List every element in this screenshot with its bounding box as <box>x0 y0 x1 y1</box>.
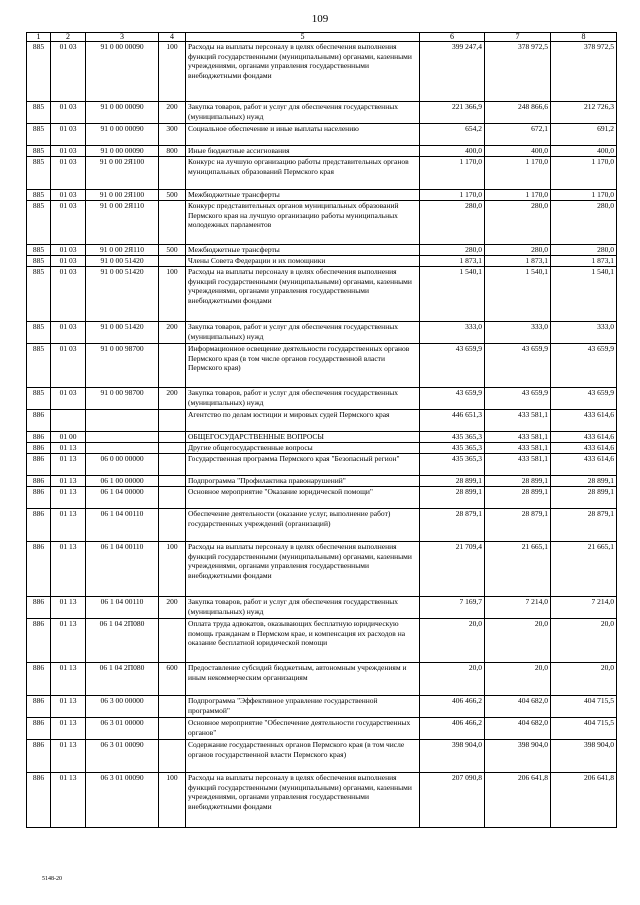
cell-target-code <box>86 443 159 454</box>
cell-expense-type: 200 <box>159 388 186 410</box>
cell-expense-type <box>159 454 186 476</box>
cell-amount-3: 691,2 <box>551 124 617 146</box>
cell-section-code: 01 13 <box>51 487 86 509</box>
cell-amount-2: 1 873,1 <box>485 256 551 267</box>
cell-amount-3: 1 873,1 <box>551 256 617 267</box>
cell-amount-3: 28 879,1 <box>551 509 617 542</box>
cell-amount-1: 207 090,8 <box>420 773 485 828</box>
cell-amount-2: 28 879,1 <box>485 509 551 542</box>
cell-amount-3: 28 899,1 <box>551 487 617 509</box>
cell-section-code: 01 13 <box>51 509 86 542</box>
cell-section-code: 01 13 <box>51 597 86 619</box>
cell-amount-1: 399 247,4 <box>420 42 485 102</box>
cell-amount-2: 404 682,0 <box>485 696 551 718</box>
cell-expense-type <box>159 509 186 542</box>
cell-ministry-code: 886 <box>27 454 51 476</box>
cell-amount-1: 1 540,1 <box>420 267 485 322</box>
cell-target-code: 06 0 00 00000 <box>86 454 159 476</box>
cell-section-code: 01 13 <box>51 476 86 487</box>
cell-target-code: 06 1 04 00110 <box>86 542 159 597</box>
footer-code: 5148-20 <box>42 876 62 882</box>
cell-target-code: 06 1 00 00000 <box>86 476 159 487</box>
cell-section-code <box>51 410 86 432</box>
cell-ministry-code: 885 <box>27 201 51 245</box>
cell-ministry-code: 885 <box>27 245 51 256</box>
cell-target-code: 06 1 04 2П080 <box>86 619 159 663</box>
cell-ministry-code: 886 <box>27 410 51 432</box>
cell-section-code: 01 03 <box>51 42 86 102</box>
cell-section-code: 01 03 <box>51 388 86 410</box>
cell-description: Обеспечение деятельности (оказание услуг, выполнение работ) государственных учреждений (организаций) <box>186 509 420 542</box>
cell-target-code: 06 3 01 00090 <box>86 740 159 773</box>
cell-section-code: 01 13 <box>51 443 86 454</box>
cell-ministry-code: 886 <box>27 718 51 740</box>
cell-target-code: 91 0 00 98700 <box>86 388 159 410</box>
cell-amount-2: 398 904,0 <box>485 740 551 773</box>
cell-target-code <box>86 410 159 432</box>
table-row <box>27 454 617 476</box>
table-row <box>27 322 617 344</box>
cell-amount-1: 406 466,2 <box>420 718 485 740</box>
cell-target-code: 06 1 04 00000 <box>86 487 159 509</box>
cell-section-code: 01 03 <box>51 201 86 245</box>
cell-ministry-code: 885 <box>27 190 51 201</box>
cell-amount-1: 43 659,9 <box>420 388 485 410</box>
cell-amount-1: 20,0 <box>420 619 485 663</box>
cell-amount-2: 1 170,0 <box>485 157 551 190</box>
cell-expense-type: 200 <box>159 597 186 619</box>
cell-amount-1: 435 365,3 <box>420 454 485 476</box>
cell-expense-type: 800 <box>159 146 186 157</box>
table-row <box>27 663 617 696</box>
cell-target-code: 91 0 00 00090 <box>86 124 159 146</box>
cell-expense-type <box>159 487 186 509</box>
cell-amount-1: 435 365,3 <box>420 443 485 454</box>
cell-description: Расходы на выплаты персоналу в целях обеспечения выполнения функций государственными (муниципальными) органами, казенными учреждениями, органами управления государственными внебюджетными фондами <box>186 42 420 102</box>
cell-target-code <box>86 432 159 443</box>
cell-ministry-code: 886 <box>27 773 51 828</box>
cell-amount-2: 206 641,8 <box>485 773 551 828</box>
cell-ministry-code: 886 <box>27 476 51 487</box>
cell-ministry-code: 886 <box>27 696 51 718</box>
cell-expense-type <box>159 256 186 267</box>
cell-target-code: 91 0 00 51420 <box>86 322 159 344</box>
cell-ministry-code: 886 <box>27 509 51 542</box>
cell-description: Межбюджетные трансферты <box>186 245 420 256</box>
cell-amount-2: 433 581,1 <box>485 454 551 476</box>
cell-amount-3: 333,0 <box>551 322 617 344</box>
cell-target-code: 06 3 00 00000 <box>86 696 159 718</box>
table-row <box>27 201 617 245</box>
cell-ministry-code: 885 <box>27 344 51 388</box>
column-header: 5 <box>186 33 420 42</box>
cell-amount-1: 280,0 <box>420 245 485 256</box>
cell-section-code: 01 13 <box>51 619 86 663</box>
cell-amount-2: 1 540,1 <box>485 267 551 322</box>
cell-expense-type <box>159 443 186 454</box>
table-row <box>27 388 617 410</box>
column-header: 3 <box>86 33 159 42</box>
cell-amount-1: 1 873,1 <box>420 256 485 267</box>
cell-description: Подпрограмма "Профилактика правонарушений" <box>186 476 420 487</box>
cell-amount-2: 43 659,9 <box>485 344 551 388</box>
cell-amount-3: 433 614,6 <box>551 443 617 454</box>
cell-section-code: 01 03 <box>51 146 86 157</box>
cell-expense-type <box>159 740 186 773</box>
cell-expense-type: 500 <box>159 190 186 201</box>
cell-amount-2: 672,1 <box>485 124 551 146</box>
table-row <box>27 157 617 190</box>
cell-ministry-code: 885 <box>27 157 51 190</box>
cell-amount-3: 28 899,1 <box>551 476 617 487</box>
cell-expense-type: 600 <box>159 663 186 696</box>
cell-ministry-code: 886 <box>27 542 51 597</box>
cell-ministry-code: 885 <box>27 388 51 410</box>
cell-amount-3: 7 214,0 <box>551 597 617 619</box>
cell-section-code: 01 03 <box>51 267 86 322</box>
cell-description: Закупка товаров, работ и услуг для обеспечения государственных (муниципальных) нужд <box>186 102 420 124</box>
cell-expense-type <box>159 432 186 443</box>
cell-target-code: 06 3 01 00090 <box>86 773 159 828</box>
cell-ministry-code: 885 <box>27 256 51 267</box>
cell-ministry-code: 886 <box>27 663 51 696</box>
cell-section-code: 01 13 <box>51 454 86 476</box>
cell-description: Закупка товаров, работ и услуг для обеспечения государственных (муниципальных) нужд <box>186 597 420 619</box>
table-header-row <box>27 33 617 42</box>
cell-expense-type: 500 <box>159 245 186 256</box>
cell-target-code: 06 3 01 00000 <box>86 718 159 740</box>
cell-amount-1: 28 899,1 <box>420 476 485 487</box>
cell-description: Расходы на выплаты персоналу в целях обеспечения выполнения функций государственными (муниципальными) органами, казенными учреждениями, органами управления государственными внебюджетными фондами <box>186 267 420 322</box>
cell-target-code: 91 0 00 00090 <box>86 42 159 102</box>
cell-amount-1: 435 365,3 <box>420 432 485 443</box>
table-row <box>27 267 617 322</box>
cell-section-code: 01 03 <box>51 322 86 344</box>
table-row <box>27 124 617 146</box>
cell-ministry-code: 885 <box>27 42 51 102</box>
table-row <box>27 432 617 443</box>
cell-description: Подпрограмма "Эффективное управление государственной программой" <box>186 696 420 718</box>
cell-amount-3: 378 972,5 <box>551 42 617 102</box>
cell-description: Расходы на выплаты персоналу в целях обеспечения выполнения функций государственными (муниципальными) органами, казенными учреждениями, органами управления государственными внебюджетными фондами <box>186 542 420 597</box>
cell-target-code: 91 0 00 51420 <box>86 256 159 267</box>
cell-section-code: 01 13 <box>51 696 86 718</box>
cell-expense-type <box>159 718 186 740</box>
cell-expense-type <box>159 157 186 190</box>
cell-ministry-code: 886 <box>27 443 51 454</box>
cell-amount-2: 1 170,0 <box>485 190 551 201</box>
cell-section-code: 01 13 <box>51 663 86 696</box>
cell-description: Закупка товаров, работ и услуг для обеспечения государственных (муниципальных) нужд <box>186 322 420 344</box>
cell-amount-2: 433 581,1 <box>485 410 551 432</box>
cell-amount-3: 212 726,3 <box>551 102 617 124</box>
cell-section-code: 01 03 <box>51 344 86 388</box>
table-row <box>27 773 617 828</box>
cell-section-code: 01 03 <box>51 124 86 146</box>
cell-amount-2: 20,0 <box>485 619 551 663</box>
cell-amount-2: 280,0 <box>485 245 551 256</box>
cell-description: Межбюджетные трансферты <box>186 190 420 201</box>
cell-ministry-code: 886 <box>27 597 51 619</box>
cell-description: Государственная программа Пермского края "Безопасный регион" <box>186 454 420 476</box>
cell-amount-3: 20,0 <box>551 663 617 696</box>
cell-expense-type: 200 <box>159 102 186 124</box>
cell-amount-3: 398 904,0 <box>551 740 617 773</box>
table-row <box>27 487 617 509</box>
cell-ministry-code: 886 <box>27 432 51 443</box>
cell-amount-1: 1 170,0 <box>420 157 485 190</box>
cell-amount-2: 333,0 <box>485 322 551 344</box>
cell-target-code: 91 0 00 00090 <box>86 102 159 124</box>
cell-description: Предоставление субсидий бюджетным, автономным учреждениям и иным некоммерческим организациям <box>186 663 420 696</box>
table-row <box>27 410 617 432</box>
cell-amount-3: 206 641,8 <box>551 773 617 828</box>
cell-amount-3: 280,0 <box>551 245 617 256</box>
cell-description: Социальное обеспечение и иные выплаты населению <box>186 124 420 146</box>
cell-amount-3: 43 659,9 <box>551 344 617 388</box>
cell-expense-type: 100 <box>159 42 186 102</box>
cell-amount-1: 446 651,3 <box>420 410 485 432</box>
column-header: 4 <box>159 33 186 42</box>
cell-amount-3: 404 715,5 <box>551 696 617 718</box>
cell-expense-type: 100 <box>159 267 186 322</box>
cell-amount-3: 433 614,6 <box>551 432 617 443</box>
cell-description: Основное мероприятие "Оказание юридической помощи" <box>186 487 420 509</box>
cell-description: ОБЩЕГОСУДАРСТВЕННЫЕ ВОПРОСЫ <box>186 432 420 443</box>
cell-amount-3: 280,0 <box>551 201 617 245</box>
cell-section-code: 01 13 <box>51 718 86 740</box>
column-header: 2 <box>51 33 86 42</box>
cell-amount-2: 21 665,1 <box>485 542 551 597</box>
cell-section-code: 01 03 <box>51 102 86 124</box>
cell-amount-2: 43 659,9 <box>485 388 551 410</box>
cell-amount-2: 433 581,1 <box>485 443 551 454</box>
cell-amount-2: 280,0 <box>485 201 551 245</box>
table-row <box>27 443 617 454</box>
cell-section-code: 01 00 <box>51 432 86 443</box>
cell-expense-type: 300 <box>159 124 186 146</box>
table-row <box>27 102 617 124</box>
cell-amount-1: 28 899,1 <box>420 487 485 509</box>
table-body <box>27 42 617 828</box>
cell-ministry-code: 885 <box>27 322 51 344</box>
budget-table <box>26 32 617 828</box>
cell-section-code: 01 03 <box>51 157 86 190</box>
cell-description: Расходы на выплаты персоналу в целях обеспечения выполнения функций государственными (муниципальными) органами, казенными учреждениями, органами управления государственными внебюджетными фондами <box>186 773 420 828</box>
table-row <box>27 245 617 256</box>
cell-expense-type <box>159 619 186 663</box>
cell-expense-type: 100 <box>159 542 186 597</box>
table-row <box>27 476 617 487</box>
cell-expense-type <box>159 476 186 487</box>
cell-amount-3: 1 170,0 <box>551 157 617 190</box>
cell-description: Закупка товаров, работ и услуг для обеспечения государственных (муниципальных) нужд <box>186 388 420 410</box>
cell-amount-3: 20,0 <box>551 619 617 663</box>
cell-ministry-code: 885 <box>27 146 51 157</box>
cell-target-code: 91 0 00 2Я100 <box>86 157 159 190</box>
column-header: 1 <box>27 33 51 42</box>
cell-target-code: 91 0 00 98700 <box>86 344 159 388</box>
cell-amount-3: 1 540,1 <box>551 267 617 322</box>
cell-section-code: 01 03 <box>51 190 86 201</box>
cell-description: Оплата труда адвокатов, оказывающих бесплатную юридическую помощь гражданам в Пермском крае, и компенсация их расходов на оказание бесплатной юридической помощи <box>186 619 420 663</box>
table-row <box>27 696 617 718</box>
cell-expense-type: 100 <box>159 773 186 828</box>
cell-target-code: 91 0 00 2Я110 <box>86 201 159 245</box>
cell-amount-1: 654,2 <box>420 124 485 146</box>
table-row <box>27 740 617 773</box>
cell-section-code: 01 03 <box>51 256 86 267</box>
cell-amount-2: 433 581,1 <box>485 432 551 443</box>
cell-amount-2: 400,0 <box>485 146 551 157</box>
cell-ministry-code: 885 <box>27 267 51 322</box>
cell-amount-3: 21 665,1 <box>551 542 617 597</box>
cell-description: Информационное освещение деятельности государственных органов Пермского края (в том числе органов государственной власти Пермского края) <box>186 344 420 388</box>
cell-amount-2: 28 899,1 <box>485 487 551 509</box>
table-row <box>27 344 617 388</box>
cell-ministry-code: 886 <box>27 740 51 773</box>
cell-amount-1: 7 169,7 <box>420 597 485 619</box>
cell-description: Другие общегосударственные вопросы <box>186 443 420 454</box>
cell-amount-2: 20,0 <box>485 663 551 696</box>
cell-description: Содержание государственных органов Пермского края (в том числе органов государственной власти Пермского края) <box>186 740 420 773</box>
cell-amount-2: 378 972,5 <box>485 42 551 102</box>
page-number: 109 <box>311 13 329 25</box>
cell-amount-2: 404 682,0 <box>485 718 551 740</box>
table-row <box>27 256 617 267</box>
cell-amount-2: 28 899,1 <box>485 476 551 487</box>
cell-expense-type <box>159 410 186 432</box>
cell-amount-2: 248 866,6 <box>485 102 551 124</box>
cell-ministry-code: 885 <box>27 102 51 124</box>
cell-amount-1: 333,0 <box>420 322 485 344</box>
cell-description: Иные бюджетные ассигнования <box>186 146 420 157</box>
table-row <box>27 619 617 663</box>
cell-target-code: 91 0 00 51420 <box>86 267 159 322</box>
cell-expense-type <box>159 201 186 245</box>
cell-target-code: 06 1 04 2П080 <box>86 663 159 696</box>
cell-target-code: 91 0 00 00090 <box>86 146 159 157</box>
cell-ministry-code: 886 <box>27 487 51 509</box>
cell-section-code: 01 13 <box>51 773 86 828</box>
table-row <box>27 146 617 157</box>
cell-amount-1: 1 170,0 <box>420 190 485 201</box>
cell-amount-1: 400,0 <box>420 146 485 157</box>
cell-target-code: 91 0 00 2Я100 <box>86 190 159 201</box>
cell-section-code: 01 03 <box>51 245 86 256</box>
cell-amount-1: 21 709,4 <box>420 542 485 597</box>
column-header: 8 <box>551 33 617 42</box>
table-row <box>27 42 617 102</box>
cell-description: Конкурс на лучшую организацию работы представительных органов муниципальных образований Пермского края <box>186 157 420 190</box>
cell-target-code: 06 1 04 00110 <box>86 509 159 542</box>
cell-target-code: 06 1 04 00110 <box>86 597 159 619</box>
cell-expense-type <box>159 696 186 718</box>
cell-target-code: 91 0 00 2Я110 <box>86 245 159 256</box>
cell-expense-type: 200 <box>159 322 186 344</box>
cell-amount-3: 404 715,5 <box>551 718 617 740</box>
cell-amount-1: 398 904,0 <box>420 740 485 773</box>
cell-description: Члены Совета Федерации и их помощники <box>186 256 420 267</box>
cell-description: Агентство по делам юстиции и мировых судей Пермского края <box>186 410 420 432</box>
cell-ministry-code: 886 <box>27 619 51 663</box>
cell-amount-1: 406 466,2 <box>420 696 485 718</box>
cell-amount-3: 400,0 <box>551 146 617 157</box>
cell-amount-3: 433 614,6 <box>551 410 617 432</box>
table-row <box>27 190 617 201</box>
cell-amount-2: 7 214,0 <box>485 597 551 619</box>
cell-amount-3: 1 170,0 <box>551 190 617 201</box>
cell-amount-1: 28 879,1 <box>420 509 485 542</box>
column-header: 6 <box>420 33 485 42</box>
table-row <box>27 597 617 619</box>
cell-amount-3: 43 659,9 <box>551 388 617 410</box>
column-header: 7 <box>485 33 551 42</box>
cell-description: Конкурс представительных органов муниципальных образований Пермского края на лучшую организацию работы муниципальных молодежных парламентов <box>186 201 420 245</box>
cell-expense-type <box>159 344 186 388</box>
cell-amount-1: 221 366,9 <box>420 102 485 124</box>
table-row <box>27 509 617 542</box>
cell-description: Основное мероприятие "Обеспечение деятельности государственных органов" <box>186 718 420 740</box>
table-row <box>27 718 617 740</box>
cell-section-code: 01 13 <box>51 542 86 597</box>
cell-amount-1: 280,0 <box>420 201 485 245</box>
cell-ministry-code: 885 <box>27 124 51 146</box>
cell-amount-1: 20,0 <box>420 663 485 696</box>
cell-amount-1: 43 659,9 <box>420 344 485 388</box>
cell-amount-3: 433 614,6 <box>551 454 617 476</box>
cell-section-code: 01 13 <box>51 740 86 773</box>
table-row <box>27 542 617 597</box>
